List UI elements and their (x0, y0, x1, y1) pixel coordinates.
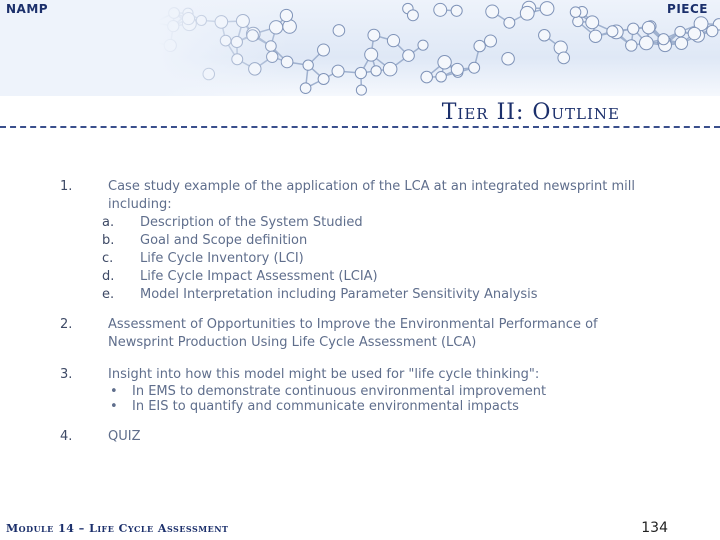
item-number: 1. (60, 179, 73, 194)
bullet-icon: • (110, 399, 118, 414)
item-text-line: Newsprint Production Using Life Cycle Assessment (LCA) (108, 335, 477, 350)
sub-item-letter: c. (102, 251, 114, 266)
item-text-line: including: (108, 197, 172, 212)
item-number: 3. (60, 367, 73, 382)
sub-item-text: Model Interpretation including Parameter Sensitivity Analysis (140, 287, 538, 302)
bullet-text: In EMS to demonstrate continuous environmental improvement (132, 384, 547, 399)
sub-item-letter: e. (102, 287, 115, 302)
bullet-text: In EIS to quantify and communicate environmental impacts (132, 399, 519, 414)
sub-item (102, 286, 668, 304)
brand-piece: PIECE (667, 2, 708, 16)
sub-item (102, 268, 668, 286)
sub-item-text: Description of the System Studied (140, 215, 363, 230)
sub-item-text: Life Cycle Inventory (LCI) (140, 251, 304, 266)
module-footer: Module 14 – Life Cycle Assessment (6, 522, 229, 535)
banner-fade (0, 0, 720, 96)
item-text-line: Insight into how this model might be used for "life cycle thinking": (108, 367, 540, 382)
item-text-line: Assessment of Opportunities to Improve the Environmental Performance of (108, 317, 598, 332)
sub-item (102, 250, 668, 268)
sub-item-letter: a. (102, 215, 115, 230)
item-number: 2. (60, 317, 73, 332)
brand-namp: NAMP (6, 2, 49, 16)
title-divider (0, 126, 720, 128)
item-text-line: Case study example of the application of the LCA at an integrated newsprint mill (108, 179, 636, 194)
sub-item-text: Goal and Scope definition (140, 233, 308, 248)
sub-item (102, 232, 668, 250)
bullet-item (108, 399, 668, 414)
bullet-icon: • (110, 384, 118, 399)
item-text-line: QUIZ (108, 429, 141, 444)
page-number: 134 (641, 520, 668, 536)
item-number: 4. (60, 429, 73, 444)
slide-title: Tier II: Outline (441, 100, 620, 125)
sub-item (102, 214, 668, 232)
header-banner (0, 0, 720, 96)
molecule-graphic (0, 0, 720, 96)
bullet-item (108, 384, 668, 399)
sub-item-letter: d. (102, 269, 115, 284)
sub-item-text: Life Cycle Impact Assessment (LCIA) (140, 269, 378, 284)
sub-item-letter: b. (102, 233, 115, 248)
